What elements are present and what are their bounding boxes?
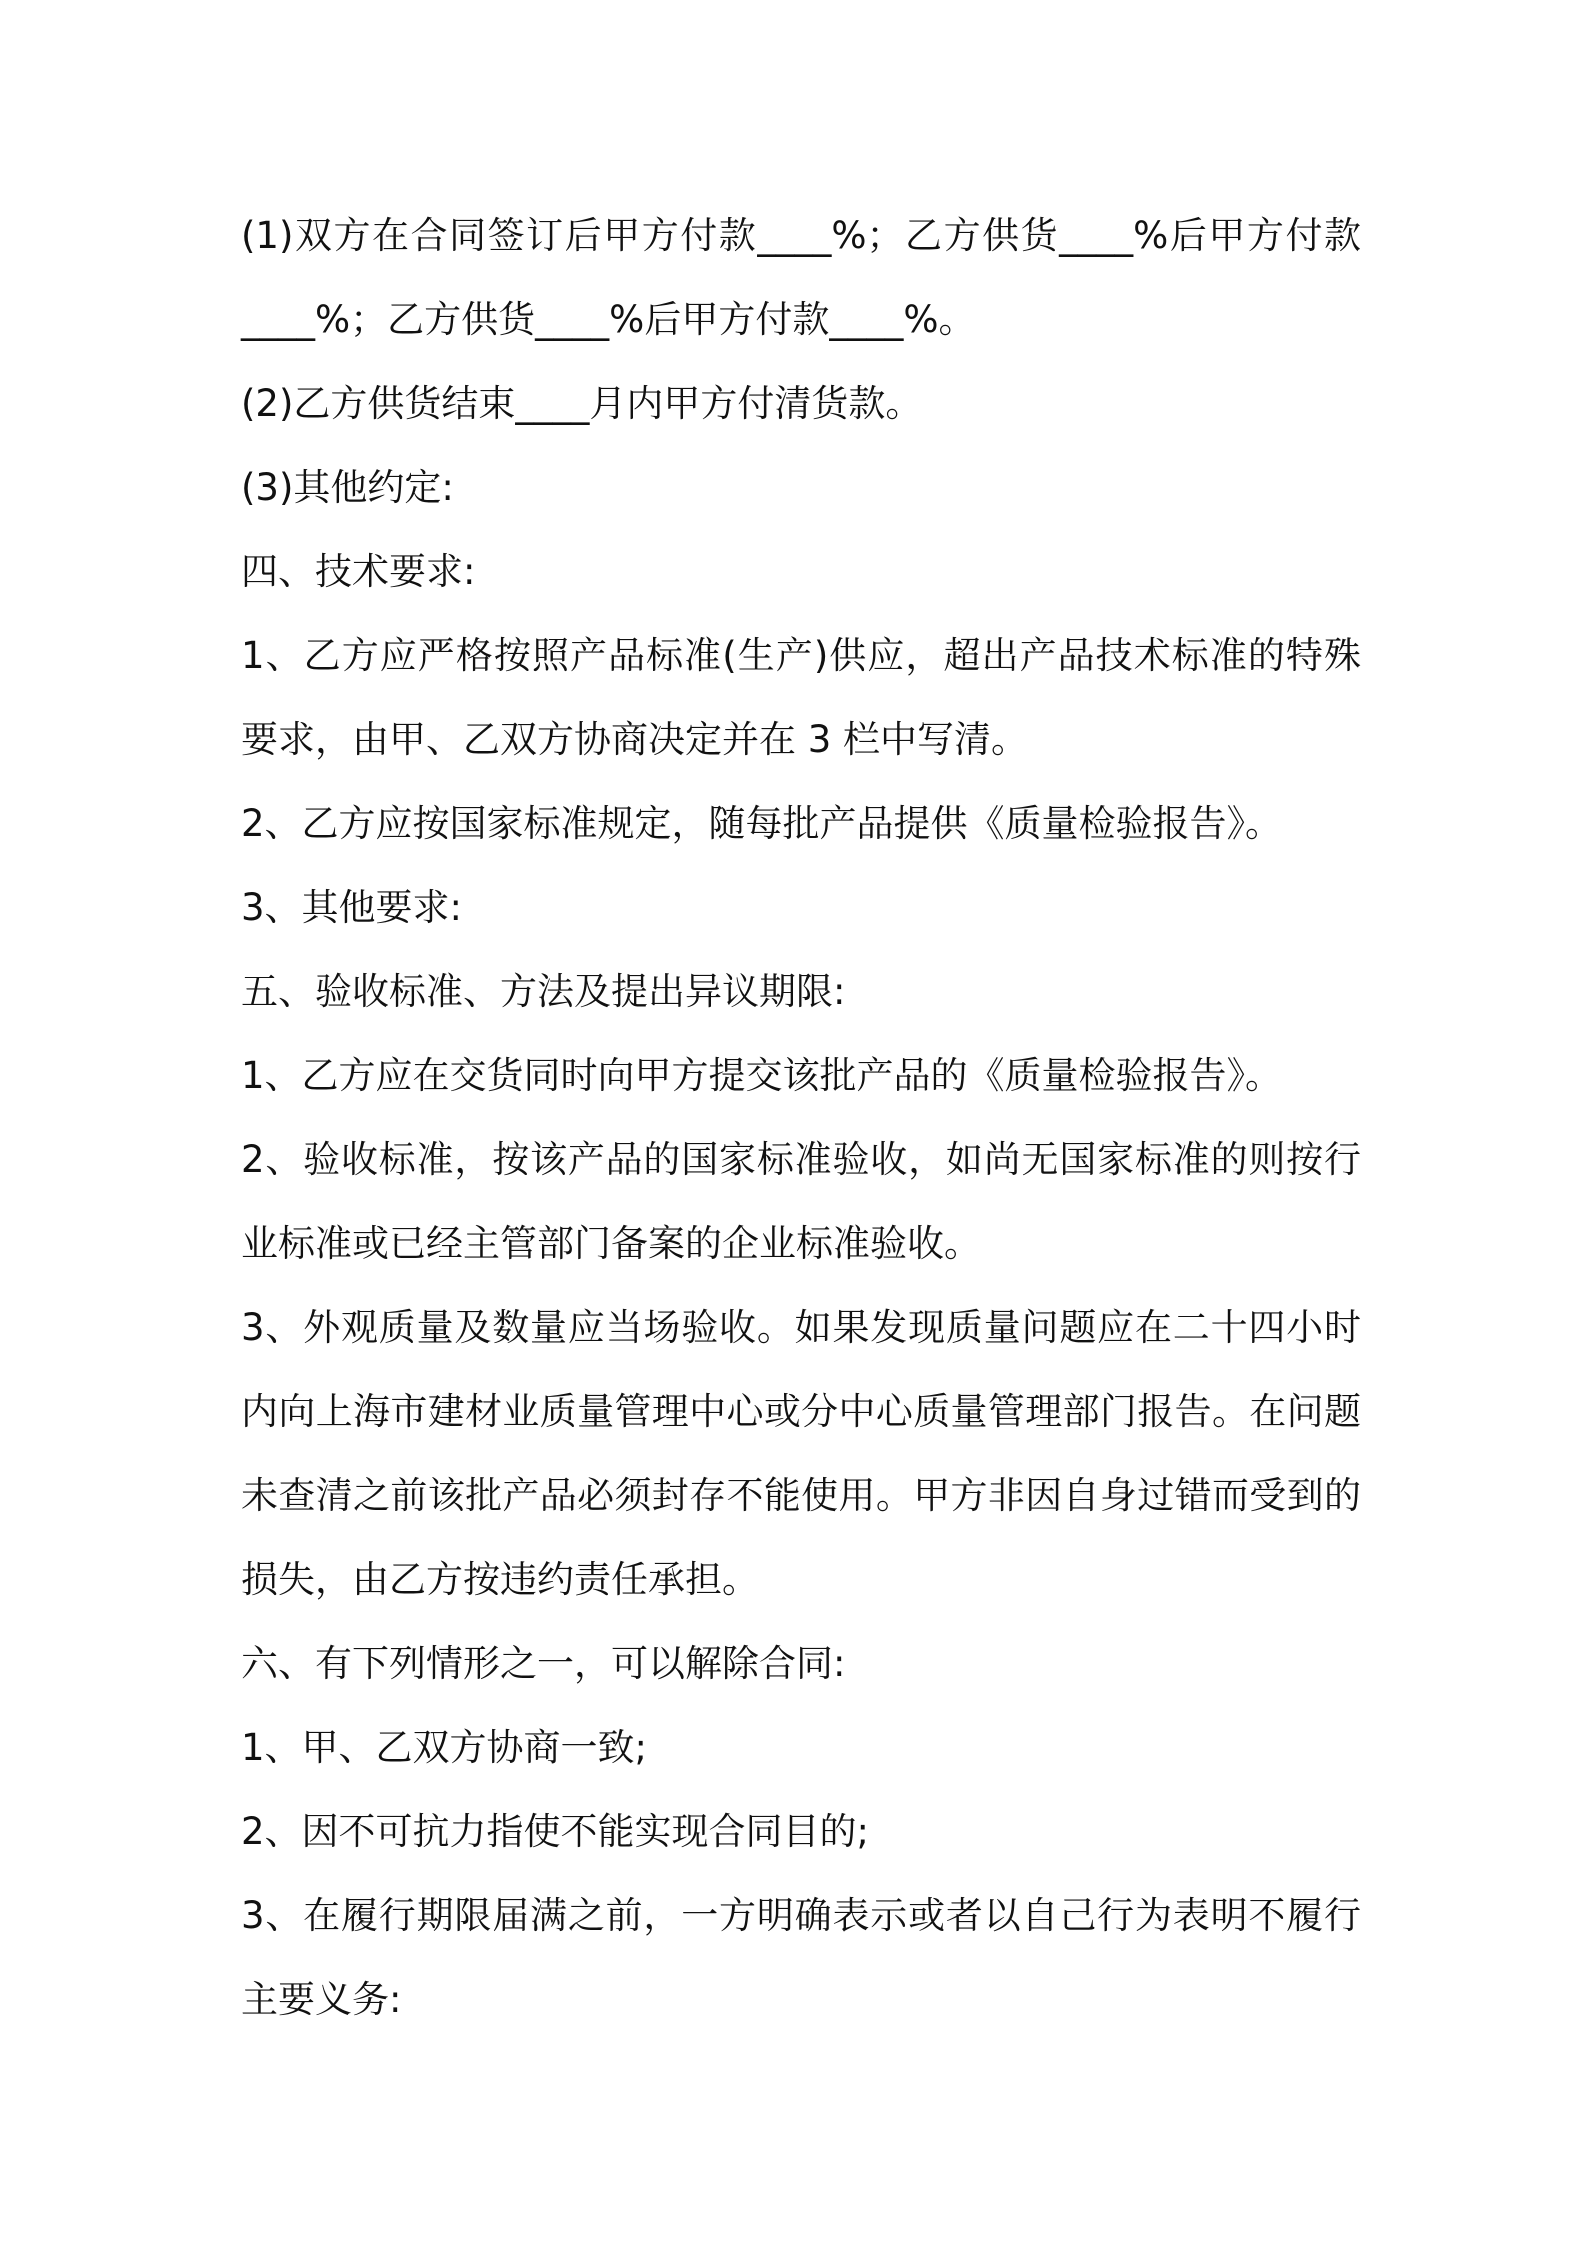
payment-terms-clause-2: (2)乙方供货结束____月内甲方付清货款。 [241, 382, 923, 425]
technical-clause-1: 1、乙方应严格按照产品标准(生产)供应，超出产品技术标准的特殊要求，由甲、乙双方协商决定并在 3 栏中写清。 [241, 634, 1361, 761]
payment-terms-clause-3: (3)其他约定: [241, 466, 454, 509]
document-body [241, 194, 1361, 2042]
payment-terms-clause-1: (1)双方在合同签订后甲方付款____%；乙方供货____%后甲方付款____%；乙方供货____%后甲方付款____%。 [241, 214, 1361, 341]
acceptance-clause-2: 2、验收标准，按该产品的国家标准验收，如尚无国家标准的则按行业标准或已经主管部门备案的企业标准验收。 [241, 1138, 1361, 1265]
section-heading-acceptance-standards: 五、验收标准、方法及提出异议期限: [241, 970, 846, 1013]
technical-clause-3: 3、其他要求: [241, 886, 463, 929]
section-heading-technical-requirements: 四、技术要求: [241, 550, 476, 593]
acceptance-clause-3: 3、外观质量及数量应当场验收。如果发现质量问题应在二十四小时内向上海市建材业质量管理中心或分中心质量管理部门报告。在问题未查清之前该批产品必须封存不能使用。甲方非因自身过错而受到的损失，由乙方按违约责任承担。 [241, 1306, 1361, 1601]
acceptance-clause-1: 1、乙方应在交货同时向甲方提交该批产品的《质量检验报告》。 [241, 1054, 1283, 1097]
termination-clause-1: 1、甲、乙双方协商一致; [241, 1726, 648, 1769]
termination-clause-3: 3、在履行期限届满之前，一方明确表示或者以自己行为表明不履行主要义务: [241, 1894, 1361, 2021]
technical-clause-2: 2、乙方应按国家标准规定，随每批产品提供《质量检验报告》。 [241, 802, 1283, 845]
termination-clause-2: 2、因不可抗力指使不能实现合同目的; [241, 1810, 870, 1853]
section-heading-contract-termination: 六、有下列情形之一，可以解除合同: [241, 1642, 846, 1685]
